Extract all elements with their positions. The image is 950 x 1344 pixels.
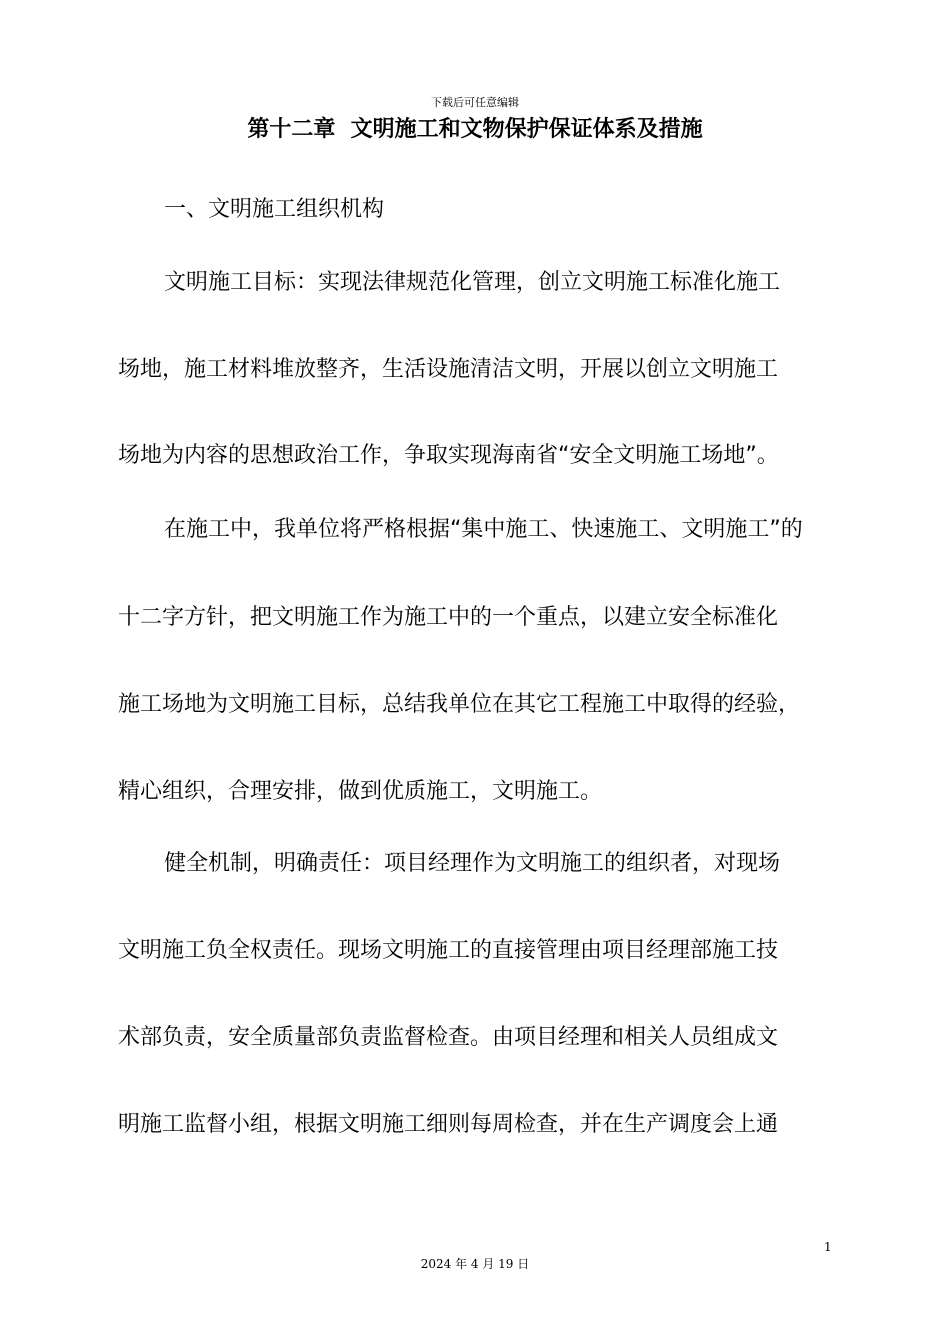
header-note: 下载后可任意编辑 xyxy=(431,96,519,109)
paragraph-line: 在施工中，我单位将严格根据“集中施工、快速施工、文明施工”的 xyxy=(164,517,803,542)
page-number: 1 xyxy=(824,1240,832,1254)
paragraph-line: 施工场地为文明施工目标，总结我单位在其它工程施工中取得的经验， xyxy=(118,692,801,717)
footer-date: 2024 年 4 月 19 日 xyxy=(420,1257,530,1271)
paragraph-line: 文明施工目标：实现法律规范化管理，创立文明施工标准化施工 xyxy=(164,270,781,295)
paragraph-line: 场地，施工材料堆放整齐，生活设施清洁文明，开展以创立文明施工 xyxy=(118,357,779,382)
paragraph-line: 健全机制，明确责任：项目经理作为文明施工的组织者，对现场 xyxy=(164,851,781,876)
chapter-title: 第十二章 文明施工和文物保护保证体系及措施 xyxy=(247,117,703,142)
section-heading: 一、文明施工组织机构 xyxy=(164,197,385,222)
paragraph-line: 精心组织，合理安排，做到优质施工，文明施工。 xyxy=(118,779,603,804)
paragraph-line: 术部负责，安全质量部负责监督检查。由项目经理和相关人员组成文 xyxy=(118,1025,779,1050)
paragraph-line: 场地为内容的思想政治工作，争取实现海南省“安全文明施工场地”。 xyxy=(118,443,779,468)
paragraph-line: 文明施工负全权责任。现场文明施工的直接管理由项目经理部施工技 xyxy=(118,938,779,963)
paragraph-line: 十二字方针，把文明施工作为施工中的一个重点，以建立安全标准化 xyxy=(118,605,779,630)
paragraph-line: 明施工监督小组，根据文明施工细则每周检查，并在生产调度会上通 xyxy=(118,1112,779,1137)
